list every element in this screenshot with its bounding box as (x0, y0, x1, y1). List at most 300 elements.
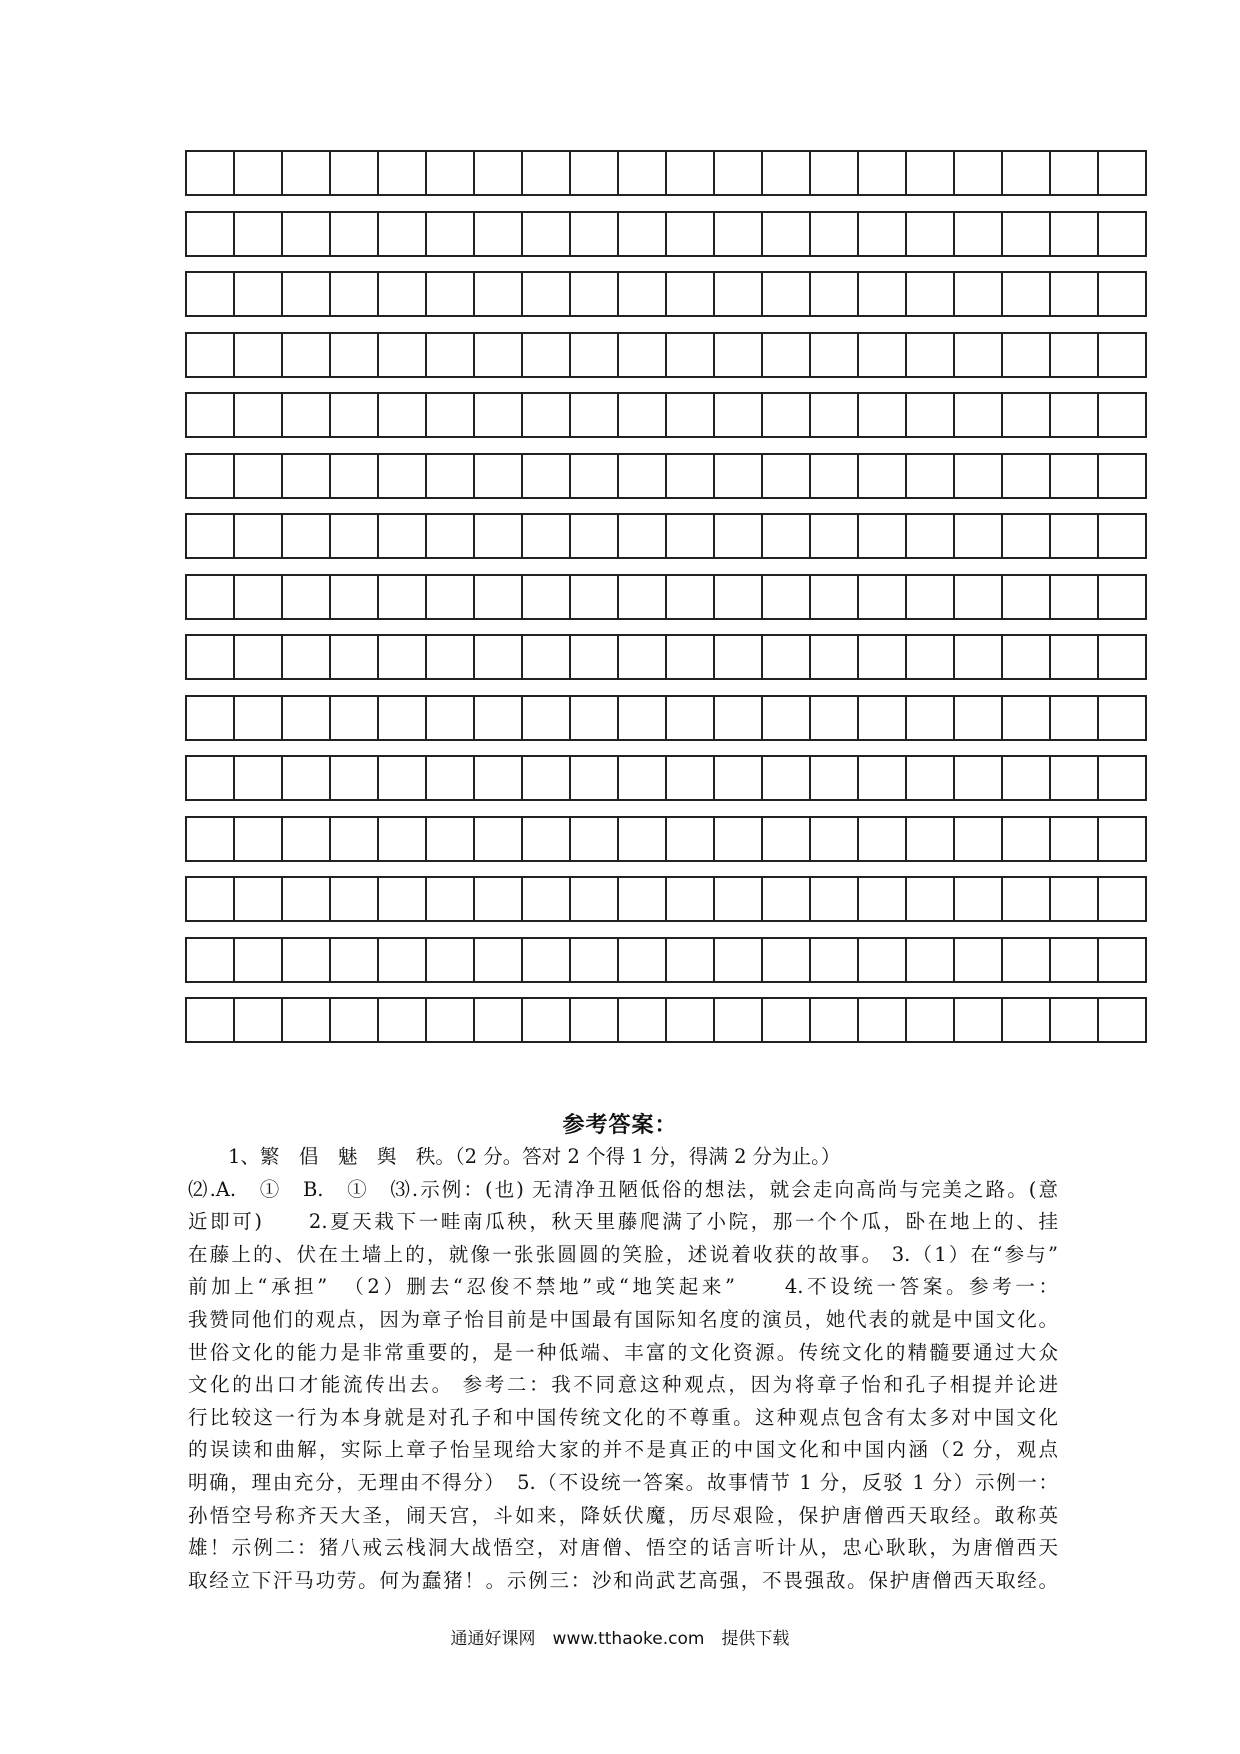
grid-cell[interactable] (811, 939, 859, 981)
grid-cell[interactable] (187, 999, 235, 1041)
grid-cell[interactable] (955, 697, 1003, 739)
grid-cell[interactable] (235, 152, 283, 194)
grid-cell[interactable] (811, 515, 859, 557)
grid-cell[interactable] (1099, 273, 1145, 315)
grid-cell[interactable] (859, 878, 907, 920)
grid-cell[interactable] (667, 697, 715, 739)
grid-cell[interactable] (187, 757, 235, 799)
grid-cell[interactable] (427, 273, 475, 315)
grid-cell[interactable] (235, 757, 283, 799)
grid-cell[interactable] (1003, 818, 1051, 860)
grid-cell[interactable] (523, 818, 571, 860)
grid-cell[interactable] (715, 878, 763, 920)
grid-cell[interactable] (187, 334, 235, 376)
grid-cell[interactable] (667, 213, 715, 255)
grid-cell[interactable] (523, 394, 571, 436)
grid-cell[interactable] (955, 878, 1003, 920)
grid-cell[interactable] (1051, 999, 1099, 1041)
grid-cell[interactable] (283, 273, 331, 315)
grid-cell[interactable] (283, 394, 331, 436)
grid-cell[interactable] (523, 576, 571, 618)
grid-cell[interactable] (955, 999, 1003, 1041)
grid-cell[interactable] (907, 152, 955, 194)
grid-cell[interactable] (187, 273, 235, 315)
grid-cell[interactable] (955, 757, 1003, 799)
grid-cell[interactable] (619, 697, 667, 739)
grid-cell[interactable] (379, 999, 427, 1041)
grid-cell[interactable] (955, 394, 1003, 436)
grid-cell[interactable] (907, 999, 955, 1041)
grid-cell[interactable] (811, 455, 859, 497)
grid-cell[interactable] (571, 697, 619, 739)
grid-cell[interactable] (619, 576, 667, 618)
grid-cell[interactable] (619, 273, 667, 315)
grid-cell[interactable] (475, 939, 523, 981)
grid-cell[interactable] (379, 152, 427, 194)
grid-cell[interactable] (667, 999, 715, 1041)
grid-cell[interactable] (331, 697, 379, 739)
grid-cell[interactable] (955, 636, 1003, 678)
grid-cell[interactable] (859, 334, 907, 376)
grid-cell[interactable] (955, 273, 1003, 315)
grid-cell[interactable] (1099, 697, 1145, 739)
grid-cell[interactable] (523, 152, 571, 194)
grid-cell[interactable] (331, 334, 379, 376)
grid-cell[interactable] (763, 394, 811, 436)
grid-cell[interactable] (235, 394, 283, 436)
grid-cell[interactable] (763, 697, 811, 739)
grid-cell[interactable] (1051, 757, 1099, 799)
grid-cell[interactable] (379, 939, 427, 981)
grid-cell[interactable] (1099, 213, 1145, 255)
grid-cell[interactable] (715, 455, 763, 497)
grid-cell[interactable] (523, 999, 571, 1041)
grid-cell[interactable] (763, 152, 811, 194)
grid-cell[interactable] (571, 636, 619, 678)
grid-cell[interactable] (1051, 878, 1099, 920)
grid-cell[interactable] (1099, 515, 1145, 557)
grid-cell[interactable] (235, 939, 283, 981)
grid-cell[interactable] (331, 152, 379, 194)
grid-cell[interactable] (859, 697, 907, 739)
grid-cell[interactable] (475, 334, 523, 376)
grid-cell[interactable] (571, 515, 619, 557)
grid-cell[interactable] (763, 455, 811, 497)
grid-cell[interactable] (523, 697, 571, 739)
grid-cell[interactable] (907, 273, 955, 315)
grid-cell[interactable] (331, 818, 379, 860)
grid-cell[interactable] (235, 273, 283, 315)
grid-cell[interactable] (1003, 152, 1051, 194)
grid-cell[interactable] (955, 515, 1003, 557)
grid-cell[interactable] (475, 878, 523, 920)
grid-cell[interactable] (427, 394, 475, 436)
grid-cell[interactable] (955, 455, 1003, 497)
grid-cell[interactable] (235, 334, 283, 376)
grid-cell[interactable] (763, 999, 811, 1041)
grid-cell[interactable] (427, 334, 475, 376)
grid-cell[interactable] (571, 273, 619, 315)
grid-cell[interactable] (1003, 878, 1051, 920)
grid-cell[interactable] (715, 939, 763, 981)
grid-cell[interactable] (667, 152, 715, 194)
grid-cell[interactable] (523, 273, 571, 315)
grid-cell[interactable] (1099, 636, 1145, 678)
grid-cell[interactable] (427, 999, 475, 1041)
grid-cell[interactable] (283, 697, 331, 739)
grid-cell[interactable] (235, 213, 283, 255)
grid-cell[interactable] (763, 636, 811, 678)
grid-cell[interactable] (811, 273, 859, 315)
grid-cell[interactable] (859, 213, 907, 255)
grid-cell[interactable] (907, 757, 955, 799)
grid-cell[interactable] (859, 394, 907, 436)
grid-cell[interactable] (427, 455, 475, 497)
grid-cell[interactable] (619, 636, 667, 678)
grid-cell[interactable] (475, 515, 523, 557)
grid-cell[interactable] (619, 334, 667, 376)
grid-cell[interactable] (283, 939, 331, 981)
grid-cell[interactable] (427, 878, 475, 920)
grid-cell[interactable] (859, 576, 907, 618)
grid-cell[interactable] (715, 152, 763, 194)
grid-cell[interactable] (571, 394, 619, 436)
grid-cell[interactable] (1003, 455, 1051, 497)
grid-cell[interactable] (715, 213, 763, 255)
grid-cell[interactable] (379, 334, 427, 376)
grid-cell[interactable] (523, 334, 571, 376)
grid-cell[interactable] (571, 878, 619, 920)
grid-cell[interactable] (523, 213, 571, 255)
grid-cell[interactable] (283, 515, 331, 557)
grid-cell[interactable] (715, 515, 763, 557)
grid-cell[interactable] (427, 636, 475, 678)
grid-cell[interactable] (427, 939, 475, 981)
grid-cell[interactable] (187, 515, 235, 557)
grid-cell[interactable] (187, 455, 235, 497)
grid-cell[interactable] (667, 757, 715, 799)
grid-cell[interactable] (379, 697, 427, 739)
grid-cell[interactable] (523, 939, 571, 981)
grid-cell[interactable] (1099, 999, 1145, 1041)
grid-cell[interactable] (763, 576, 811, 618)
grid-cell[interactable] (715, 273, 763, 315)
grid-cell[interactable] (811, 213, 859, 255)
grid-cell[interactable] (427, 757, 475, 799)
grid-cell[interactable] (283, 636, 331, 678)
grid-cell[interactable] (907, 213, 955, 255)
grid-cell[interactable] (1003, 757, 1051, 799)
grid-cell[interactable] (667, 273, 715, 315)
grid-cell[interactable] (475, 213, 523, 255)
grid-cell[interactable] (427, 576, 475, 618)
grid-cell[interactable] (619, 515, 667, 557)
grid-cell[interactable] (187, 576, 235, 618)
grid-cell[interactable] (571, 455, 619, 497)
grid-cell[interactable] (667, 878, 715, 920)
grid-cell[interactable] (283, 878, 331, 920)
grid-cell[interactable] (763, 213, 811, 255)
grid-cell[interactable] (571, 818, 619, 860)
grid-cell[interactable] (955, 818, 1003, 860)
grid-cell[interactable] (187, 818, 235, 860)
grid-cell[interactable] (907, 455, 955, 497)
grid-cell[interactable] (1099, 152, 1145, 194)
grid-cell[interactable] (523, 636, 571, 678)
grid-cell[interactable] (619, 999, 667, 1041)
grid-cell[interactable] (907, 394, 955, 436)
grid-cell[interactable] (859, 455, 907, 497)
grid-cell[interactable] (283, 999, 331, 1041)
grid-cell[interactable] (859, 757, 907, 799)
grid-cell[interactable] (811, 999, 859, 1041)
grid-cell[interactable] (283, 818, 331, 860)
grid-cell[interactable] (379, 878, 427, 920)
grid-cell[interactable] (619, 939, 667, 981)
grid-cell[interactable] (811, 636, 859, 678)
grid-cell[interactable] (907, 697, 955, 739)
grid-cell[interactable] (715, 999, 763, 1041)
grid-cell[interactable] (475, 394, 523, 436)
grid-cell[interactable] (235, 515, 283, 557)
grid-cell[interactable] (667, 334, 715, 376)
grid-cell[interactable] (523, 878, 571, 920)
grid-cell[interactable] (955, 576, 1003, 618)
grid-cell[interactable] (235, 818, 283, 860)
grid-cell[interactable] (235, 999, 283, 1041)
grid-cell[interactable] (379, 818, 427, 860)
grid-cell[interactable] (187, 213, 235, 255)
grid-cell[interactable] (619, 394, 667, 436)
grid-cell[interactable] (331, 455, 379, 497)
grid-cell[interactable] (427, 152, 475, 194)
grid-cell[interactable] (715, 394, 763, 436)
grid-cell[interactable] (763, 334, 811, 376)
grid-cell[interactable] (235, 636, 283, 678)
grid-cell[interactable] (475, 999, 523, 1041)
grid-cell[interactable] (1051, 152, 1099, 194)
grid-cell[interactable] (907, 818, 955, 860)
grid-cell[interactable] (331, 636, 379, 678)
grid-cell[interactable] (763, 273, 811, 315)
grid-cell[interactable] (475, 152, 523, 194)
grid-cell[interactable] (811, 878, 859, 920)
grid-cell[interactable] (283, 334, 331, 376)
grid-cell[interactable] (571, 939, 619, 981)
grid-cell[interactable] (1051, 213, 1099, 255)
grid-cell[interactable] (1003, 636, 1051, 678)
grid-cell[interactable] (1051, 697, 1099, 739)
grid-cell[interactable] (427, 515, 475, 557)
grid-cell[interactable] (955, 939, 1003, 981)
grid-cell[interactable] (811, 818, 859, 860)
grid-cell[interactable] (715, 576, 763, 618)
grid-cell[interactable] (715, 818, 763, 860)
grid-cell[interactable] (1003, 273, 1051, 315)
grid-cell[interactable] (523, 757, 571, 799)
grid-cell[interactable] (811, 334, 859, 376)
grid-cell[interactable] (859, 818, 907, 860)
grid-cell[interactable] (907, 576, 955, 618)
grid-cell[interactable] (715, 757, 763, 799)
grid-cell[interactable] (1003, 213, 1051, 255)
grid-cell[interactable] (571, 999, 619, 1041)
grid-cell[interactable] (187, 394, 235, 436)
grid-cell[interactable] (763, 757, 811, 799)
grid-cell[interactable] (283, 757, 331, 799)
grid-cell[interactable] (283, 213, 331, 255)
grid-cell[interactable] (619, 455, 667, 497)
grid-cell[interactable] (427, 818, 475, 860)
grid-cell[interactable] (715, 636, 763, 678)
grid-cell[interactable] (1003, 515, 1051, 557)
grid-cell[interactable] (1051, 394, 1099, 436)
grid-cell[interactable] (619, 818, 667, 860)
grid-cell[interactable] (475, 636, 523, 678)
grid-cell[interactable] (475, 757, 523, 799)
grid-cell[interactable] (1099, 455, 1145, 497)
grid-cell[interactable] (331, 999, 379, 1041)
grid-cell[interactable] (763, 939, 811, 981)
grid-cell[interactable] (379, 757, 427, 799)
grid-cell[interactable] (379, 636, 427, 678)
grid-cell[interactable] (235, 878, 283, 920)
grid-cell[interactable] (1099, 878, 1145, 920)
grid-cell[interactable] (331, 757, 379, 799)
grid-cell[interactable] (1051, 818, 1099, 860)
grid-cell[interactable] (859, 636, 907, 678)
grid-cell[interactable] (667, 394, 715, 436)
grid-cell[interactable] (619, 878, 667, 920)
grid-cell[interactable] (1051, 636, 1099, 678)
grid-cell[interactable] (427, 697, 475, 739)
grid-cell[interactable] (619, 152, 667, 194)
grid-cell[interactable] (1003, 999, 1051, 1041)
grid-cell[interactable] (379, 576, 427, 618)
grid-cell[interactable] (571, 152, 619, 194)
grid-cell[interactable] (859, 273, 907, 315)
grid-cell[interactable] (667, 939, 715, 981)
grid-cell[interactable] (667, 636, 715, 678)
grid-cell[interactable] (379, 455, 427, 497)
grid-cell[interactable] (811, 576, 859, 618)
grid-cell[interactable] (475, 273, 523, 315)
grid-cell[interactable] (1099, 334, 1145, 376)
grid-cell[interactable] (427, 213, 475, 255)
grid-cell[interactable] (1003, 939, 1051, 981)
grid-cell[interactable] (715, 334, 763, 376)
grid-cell[interactable] (1003, 394, 1051, 436)
grid-cell[interactable] (283, 455, 331, 497)
grid-cell[interactable] (907, 515, 955, 557)
grid-cell[interactable] (1051, 576, 1099, 618)
grid-cell[interactable] (907, 939, 955, 981)
grid-cell[interactable] (283, 576, 331, 618)
grid-cell[interactable] (1003, 576, 1051, 618)
grid-cell[interactable] (1051, 334, 1099, 376)
grid-cell[interactable] (1051, 455, 1099, 497)
grid-cell[interactable] (331, 213, 379, 255)
grid-cell[interactable] (475, 455, 523, 497)
grid-cell[interactable] (715, 697, 763, 739)
grid-cell[interactable] (475, 576, 523, 618)
grid-cell[interactable] (763, 515, 811, 557)
grid-cell[interactable] (667, 515, 715, 557)
grid-cell[interactable] (1051, 273, 1099, 315)
grid-cell[interactable] (907, 878, 955, 920)
grid-cell[interactable] (859, 152, 907, 194)
grid-cell[interactable] (283, 152, 331, 194)
grid-cell[interactable] (571, 213, 619, 255)
grid-cell[interactable] (619, 213, 667, 255)
grid-cell[interactable] (667, 576, 715, 618)
grid-cell[interactable] (187, 636, 235, 678)
grid-cell[interactable] (187, 878, 235, 920)
grid-cell[interactable] (859, 999, 907, 1041)
grid-cell[interactable] (331, 576, 379, 618)
grid-cell[interactable] (523, 455, 571, 497)
grid-cell[interactable] (379, 213, 427, 255)
grid-cell[interactable] (571, 576, 619, 618)
grid-cell[interactable] (1051, 515, 1099, 557)
grid-cell[interactable] (331, 273, 379, 315)
grid-cell[interactable] (907, 636, 955, 678)
grid-cell[interactable] (235, 576, 283, 618)
grid-cell[interactable] (331, 878, 379, 920)
grid-cell[interactable] (955, 213, 1003, 255)
grid-cell[interactable] (1099, 939, 1145, 981)
grid-cell[interactable] (1003, 334, 1051, 376)
grid-cell[interactable] (859, 939, 907, 981)
grid-cell[interactable] (379, 273, 427, 315)
grid-cell[interactable] (1051, 939, 1099, 981)
grid-cell[interactable] (811, 757, 859, 799)
grid-cell[interactable] (1099, 394, 1145, 436)
grid-cell[interactable] (955, 334, 1003, 376)
grid-cell[interactable] (475, 818, 523, 860)
grid-cell[interactable] (523, 515, 571, 557)
grid-cell[interactable] (1099, 757, 1145, 799)
grid-cell[interactable] (187, 939, 235, 981)
grid-cell[interactable] (571, 334, 619, 376)
grid-cell[interactable] (811, 697, 859, 739)
grid-cell[interactable] (811, 394, 859, 436)
grid-cell[interactable] (187, 697, 235, 739)
grid-cell[interactable] (955, 152, 1003, 194)
grid-cell[interactable] (331, 394, 379, 436)
grid-cell[interactable] (571, 757, 619, 799)
grid-cell[interactable] (379, 515, 427, 557)
grid-cell[interactable] (667, 455, 715, 497)
grid-cell[interactable] (187, 152, 235, 194)
grid-cell[interactable] (763, 878, 811, 920)
grid-cell[interactable] (235, 697, 283, 739)
grid-cell[interactable] (1099, 576, 1145, 618)
grid-cell[interactable] (379, 394, 427, 436)
grid-cell[interactable] (331, 939, 379, 981)
grid-cell[interactable] (811, 152, 859, 194)
grid-cell[interactable] (763, 818, 811, 860)
grid-cell[interactable] (859, 515, 907, 557)
grid-cell[interactable] (907, 334, 955, 376)
grid-cell[interactable] (331, 515, 379, 557)
grid-cell[interactable] (1099, 818, 1145, 860)
grid-cell[interactable] (667, 818, 715, 860)
grid-cell[interactable] (619, 757, 667, 799)
grid-cell[interactable] (235, 455, 283, 497)
grid-cell[interactable] (1003, 697, 1051, 739)
grid-cell[interactable] (475, 697, 523, 739)
